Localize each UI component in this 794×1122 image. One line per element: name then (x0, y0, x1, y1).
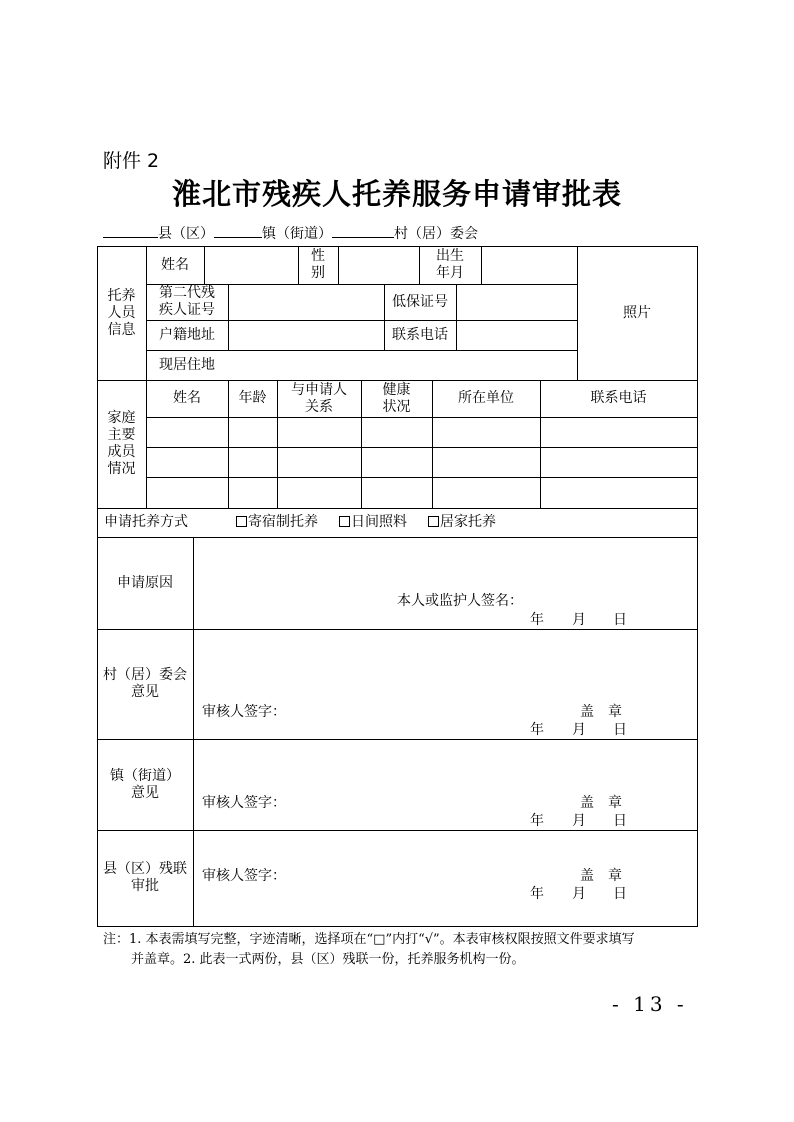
phone-field[interactable] (456, 320, 577, 350)
date-year: 年 (530, 886, 544, 902)
low-income-cert-label: 低保证号 (392, 293, 448, 310)
current-address-label: 现居住地 (159, 356, 215, 373)
family-header-phone: 联系电话 (590, 390, 647, 406)
birth-label: 出生年月 (436, 248, 464, 281)
village-seal: 盖 章 (580, 704, 622, 720)
date-year: 年 (530, 722, 544, 738)
village-reviewer-signature: 审核人签字： (202, 704, 286, 720)
gender-field[interactable] (338, 246, 419, 284)
family-header-age: 年龄 (238, 390, 267, 406)
date-year: 年 (530, 813, 544, 829)
checkbox-icon[interactable] (428, 516, 439, 527)
date-day: 日 (613, 612, 627, 628)
county-seal: 盖 章 (580, 868, 622, 884)
footnote-line-1: 注：1. 本表需填写完整，字迹清晰，选择项在“□”内打“√”。本表审核权限按照文件要求填写 (103, 932, 635, 947)
date-day: 日 (613, 886, 627, 902)
footnote-line-2: 并盖章。2. 此表一式两份，县（区）残联一份，托养服务机构一份。 (131, 952, 525, 967)
name-field[interactable] (204, 246, 298, 284)
date-month: 月 (572, 886, 586, 902)
gender-label: 性别 (311, 248, 325, 281)
reason-label: 申请原因 (117, 574, 173, 591)
village-label: 村（居）委会 (394, 226, 478, 242)
family-section-label: 家庭主要成员情况 (107, 410, 136, 477)
care-mode-label: 申请托养方式 (104, 514, 188, 530)
birth-field[interactable] (481, 246, 577, 284)
household-address-field[interactable] (228, 320, 384, 350)
family-row[interactable] (146, 417, 697, 447)
page-number: - 13 - (612, 992, 688, 1016)
date-month: 月 (572, 612, 586, 628)
applicant-section-label: 托养人员信息 (107, 287, 136, 338)
date-year: 年 (530, 612, 544, 628)
guardian-signature-label: 本人或监护人签名： (397, 593, 523, 609)
family-header-relation: 与申请人关系 (291, 381, 347, 415)
date-month: 月 (572, 813, 586, 829)
checkbox-icon[interactable] (339, 516, 350, 527)
date-day: 日 (613, 722, 627, 738)
phone-label: 联系电话 (392, 326, 448, 343)
date-day: 日 (613, 813, 627, 829)
county-blank[interactable] (103, 223, 158, 238)
family-row[interactable] (146, 447, 697, 477)
family-row[interactable] (146, 477, 697, 508)
low-income-cert-field[interactable] (456, 284, 577, 320)
photo-box[interactable]: 照片 (623, 304, 651, 321)
date-month: 月 (572, 722, 586, 738)
current-address-field[interactable] (228, 350, 577, 380)
family-header-workplace: 所在单位 (458, 390, 514, 406)
county-label: 县（区） (158, 226, 214, 242)
village-review-label: 村（居）委会意见 (103, 667, 187, 700)
checkbox-icon[interactable] (236, 516, 247, 527)
town-label: 镇（街道） (262, 226, 332, 242)
care-option-homecare[interactable]: 居家托养 (428, 514, 496, 531)
form-title: 淮北市残疾人托养服务申请审批表 (171, 177, 622, 211)
county-review-label: 县（区）残联审批 (103, 861, 187, 894)
town-blank[interactable] (214, 223, 262, 238)
disability-cert-field[interactable] (228, 284, 384, 320)
county-reviewer-signature: 审核人签字： (202, 868, 286, 884)
family-header-health: 健康状况 (382, 381, 411, 415)
town-review-label: 镇（街道）意见 (110, 767, 180, 801)
attachment-label: 附件 2 (103, 150, 160, 172)
household-address-label: 户籍地址 (159, 326, 215, 343)
disability-cert-label: 第二代残疾人证号 (159, 285, 215, 318)
town-seal: 盖 章 (580, 795, 622, 811)
town-reviewer-signature: 审核人签字： (202, 795, 286, 811)
name-label: 姓名 (161, 256, 189, 273)
care-option-daycare[interactable]: 日间照料 (339, 514, 407, 531)
care-option-boarding[interactable]: 寄宿制托养 (236, 514, 318, 531)
family-header-name: 姓名 (173, 390, 201, 406)
village-blank[interactable] (332, 223, 394, 238)
footnote (103, 930, 703, 970)
address-line (103, 223, 478, 243)
